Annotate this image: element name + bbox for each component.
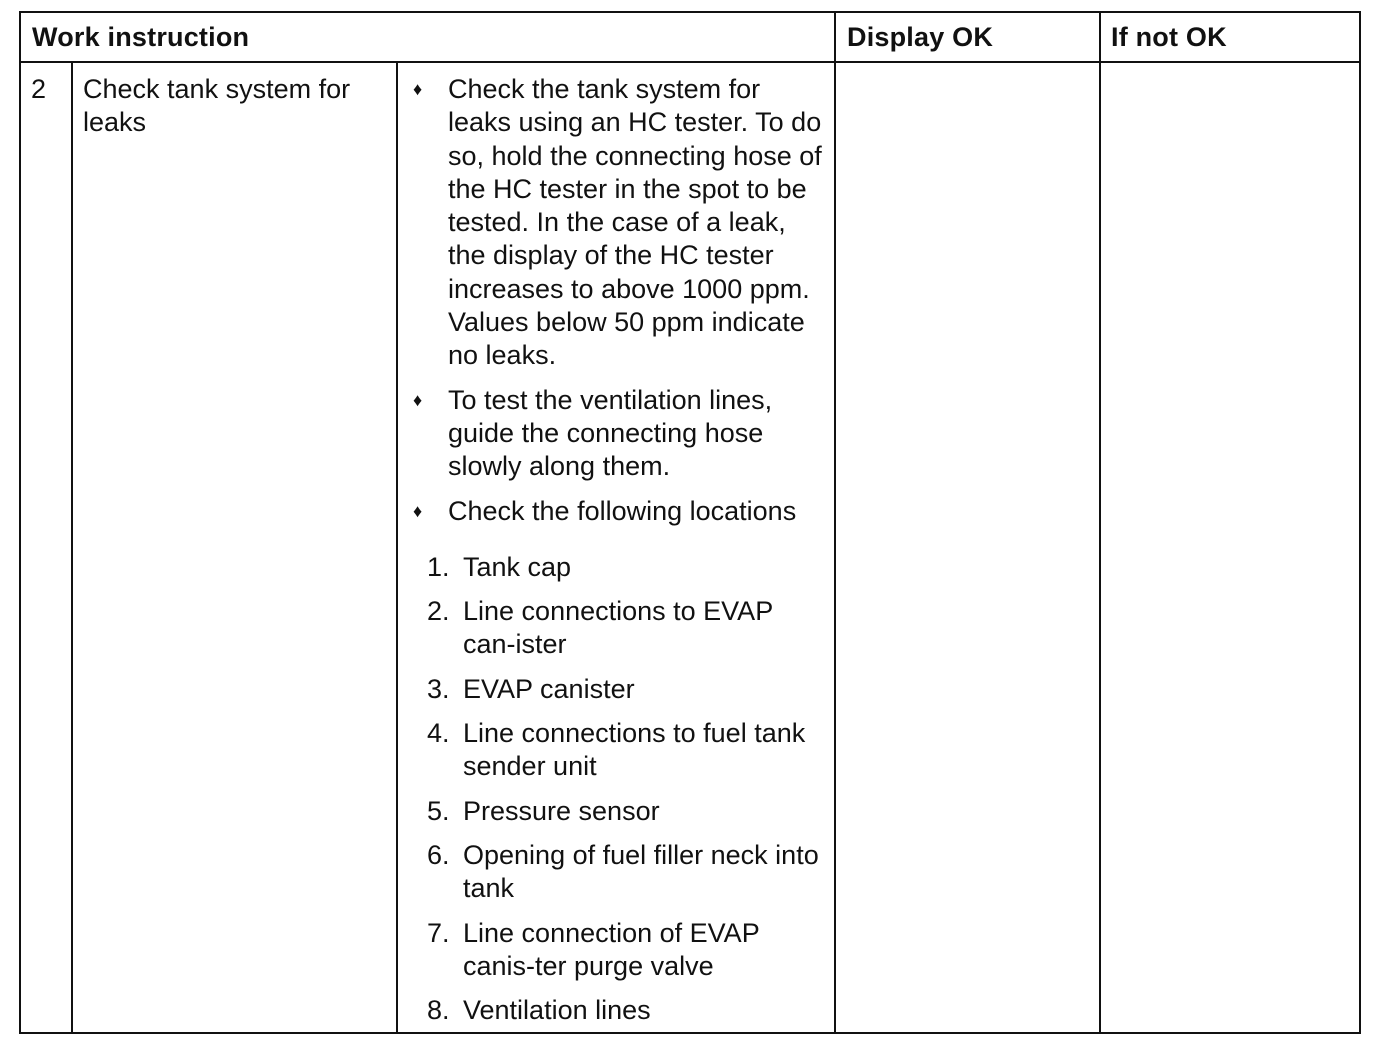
bullet-text: Check the following locations [448, 495, 797, 526]
location-number: 3. [427, 673, 450, 704]
instruction-cell [407, 73, 827, 1038]
step-title: Check tank system for leaks [83, 74, 351, 138]
location-number: 6. [427, 839, 450, 870]
location-number: 1. [427, 551, 450, 582]
step-number: 2 [31, 74, 47, 104]
bullet-text: To test the ventilation lines, guide the connecting hose slowly along them. [448, 384, 773, 482]
location-text: Ventilation lines [463, 995, 651, 1026]
diamond-bullet-icon: ♦ [413, 79, 423, 99]
location-item [407, 839, 827, 906]
divider-step-title [396, 61, 398, 1032]
location-text: Line connections to EVAP can-ister [463, 596, 773, 660]
instruction-bullet [407, 384, 827, 484]
location-item [407, 795, 827, 828]
location-number: 8. [427, 995, 450, 1026]
display-ok-cell [836, 63, 1098, 1032]
location-number: 7. [427, 917, 450, 948]
location-number: 2. [427, 596, 450, 627]
bullet-text: Check the tank system for leaks using an HC tester. To do so, hold the connecting hose of the HC tester in the spot to be tested. In the case of a leak, the display of the HC tester increases to above 1000 ppm. Values below 50 ppm indicate no leaks. [448, 74, 822, 371]
location-number: 4. [427, 718, 450, 749]
diamond-bullet-icon: ♦ [413, 389, 423, 410]
location-item [407, 595, 827, 662]
location-text: Line connections to fuel tank sender unit [463, 718, 806, 782]
location-item [407, 994, 827, 1027]
location-text: Tank cap [463, 551, 572, 582]
location-text: Opening of fuel filler neck into tank [463, 839, 819, 904]
diamond-bullet-icon: ♦ [413, 500, 423, 521]
divider-step-number [71, 61, 73, 1032]
if-not-ok-cell [1101, 63, 1359, 1032]
location-text: EVAP canister [463, 673, 635, 704]
location-number: 5. [427, 795, 450, 826]
header-if-not-ok: If not OK [1111, 22, 1227, 52]
header-work-instruction: Work instruction [32, 22, 250, 52]
instruction-bullet [407, 73, 827, 373]
header-display-ok: Display OK [847, 22, 994, 52]
instruction-bullet-list [407, 73, 827, 528]
table-header-row [21, 13, 1359, 63]
location-item [407, 717, 827, 784]
location-item [407, 917, 827, 984]
location-text: Line connection of EVAP canis-ter purge valve [463, 917, 760, 981]
instruction-bullet [407, 495, 827, 528]
work-instruction-table [19, 11, 1361, 1034]
location-item [407, 673, 827, 706]
location-text: Pressure sensor [463, 795, 660, 826]
location-item [407, 551, 827, 584]
locations-list [407, 551, 827, 1028]
